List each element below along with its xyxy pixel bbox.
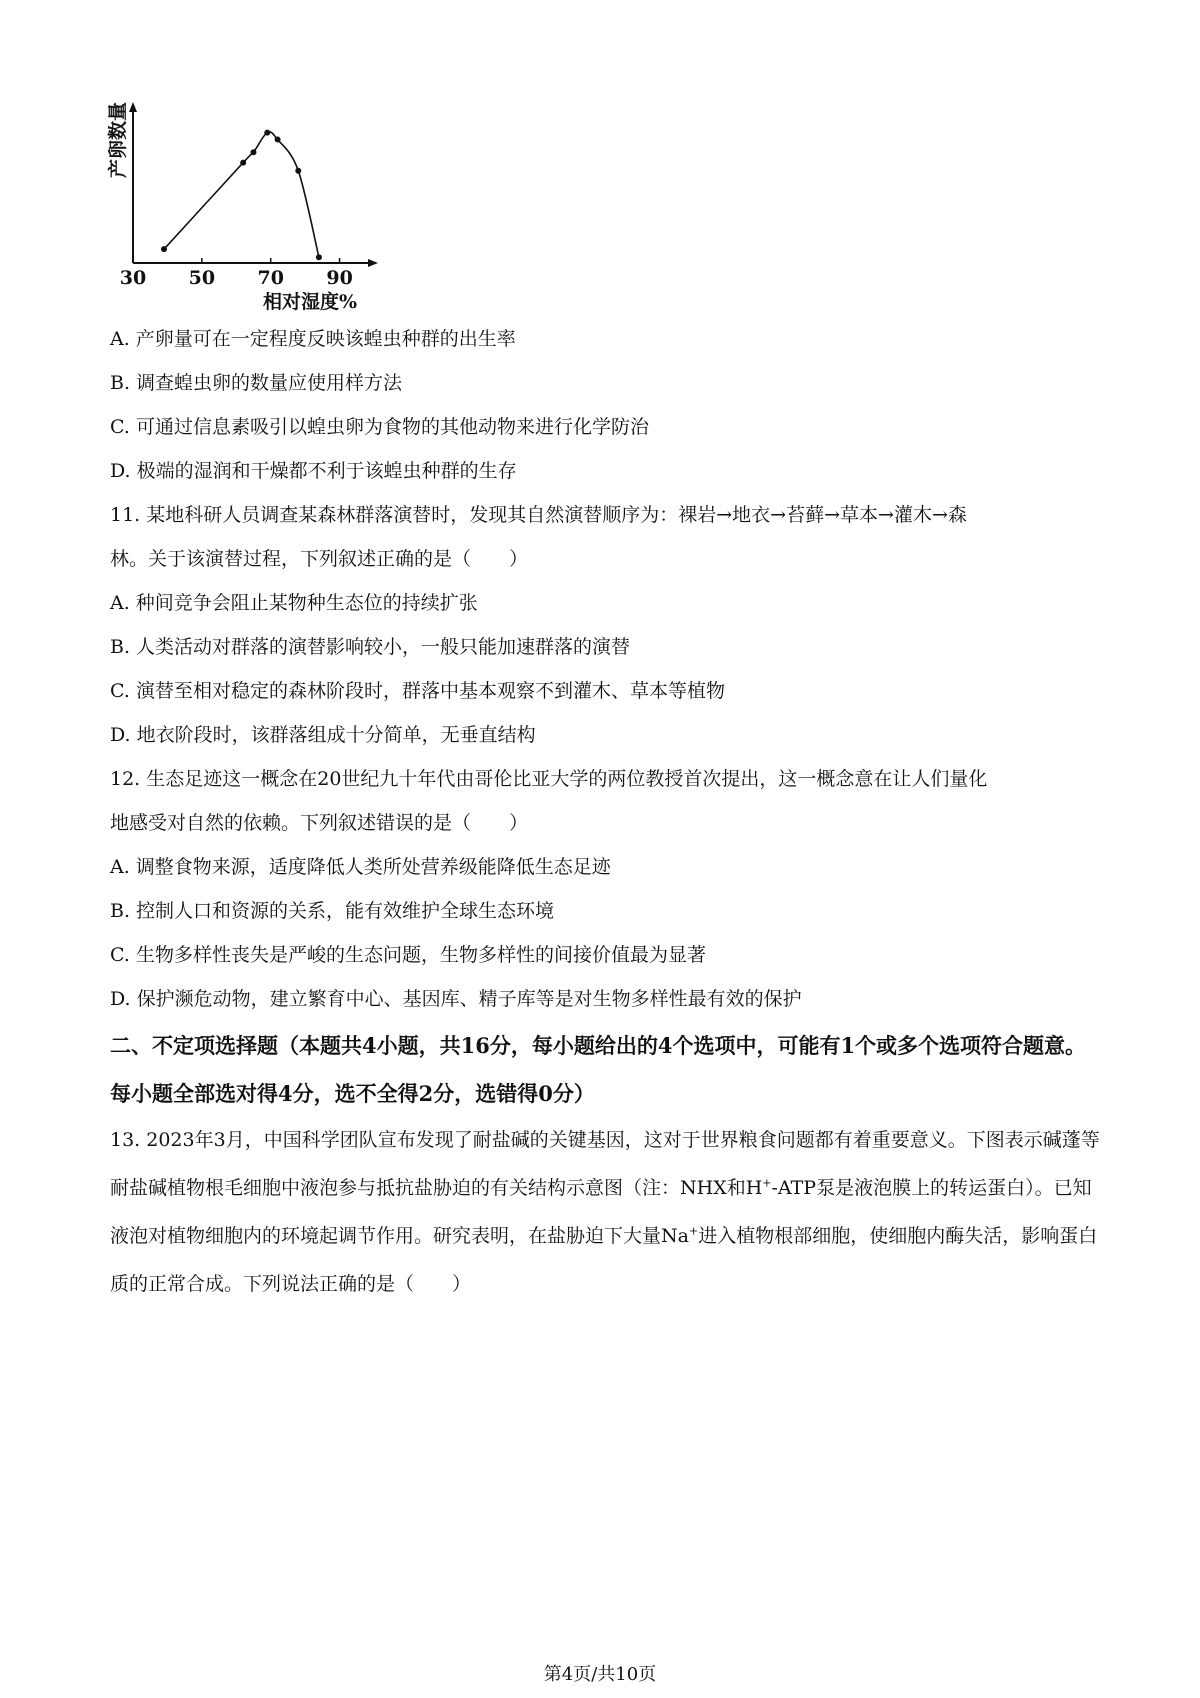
- data-point: [275, 137, 281, 143]
- data-point: [251, 149, 257, 155]
- data-point: [240, 160, 246, 166]
- series-curve: [164, 132, 319, 257]
- y-axis-label: 产卵数量: [107, 101, 129, 179]
- data-point: [295, 168, 301, 174]
- data-point: [316, 254, 322, 260]
- q12-option-b: B. 控制人口和资源的关系，能有效维护全球生态环境: [110, 900, 555, 922]
- x-tick-label: 30: [119, 267, 147, 289]
- x-tick-label: 90: [326, 267, 353, 289]
- egg-count-humidity-chart: [107, 98, 410, 318]
- q11-option-a: A. 种间竞争会阻止某物种生态位的持续扩张: [110, 592, 478, 614]
- page-footer: 第4页/共10页: [543, 1664, 657, 1685]
- q13-part1: 13. 2023年3月，中国科学团队宣布发现了耐盐碱的关键基因，这对于世界粮食问题都有着重要意义。下图表示碱蓬等耐盐碱植物根毛细胞中液泡参与抵抗盐胁迫的有关结构示意图（注：NHX和H: [110, 1129, 1100, 1199]
- chart-axes: [129, 102, 378, 267]
- q13-sup1: +: [762, 1176, 772, 1190]
- q10-option-c: C. 可通过信息素吸引以蝗虫卵为食物的其他动物来进行化学防治: [110, 416, 649, 438]
- q13-part2: -ATP泵是液泡膜上的转运蛋白）。已知液泡对植物细胞内的环境起调节作用。研究表明，在盐胁迫下大量Na: [110, 1177, 1092, 1247]
- q11-stem-line2: 林。关于该演替过程，下列叙述正确的是（ ）: [110, 548, 529, 570]
- x-axis-label: 相对湿度%: [262, 291, 358, 313]
- q10-option-d: D. 极端的湿润和干燥都不利于该蝗虫种群的生存: [110, 460, 517, 482]
- q11-option-b: B. 人类活动对群落的演替影响较小，一般只能加速群落的演替: [110, 636, 631, 658]
- q12-option-d: D. 保护濒危动物，建立繁育中心、基因库、精子库等是对生物多样性最有效的保护: [110, 988, 802, 1010]
- q11-option-c: C. 演替至相对稳定的森林阶段时，群落中基本观察不到灌木、草本等植物: [110, 680, 725, 702]
- q13-part3: 进入植物根部细胞，使细胞内酶失活，影响蛋白质的正常合成。下列说法正确的是（ ）: [110, 1225, 1098, 1295]
- x-tick-label: 70: [257, 267, 284, 289]
- q12-option-c: C. 生物多样性丧失是严峻的生态问题，生物多样性的间接价值最为显著: [110, 944, 706, 966]
- section-2-heading: 二、不定项选择题（本题共4小题，共16分，每小题给出的4个选项中，可能有1个或多个选项符合题意。每小题全部选对得4分，选不全得2分，选错得0分）: [110, 1033, 1087, 1106]
- data-point: [161, 246, 167, 252]
- q10-option-b: B. 调查蝗虫卵的数量应使用样方法: [110, 372, 403, 394]
- data-point: [264, 130, 270, 136]
- q10-option-a: A. 产卵量可在一定程度反映该蝗虫种群的出生率: [110, 328, 516, 350]
- q12-stem-line1: 12. 生态足迹这一概念在20世纪九十年代由哥伦比亚大学的两位教授首次提出，这一概念意在让人们量化: [110, 768, 988, 790]
- q11-option-d: D. 地衣阶段时，该群落组成十分简单，无垂直结构: [110, 724, 536, 746]
- x-tick-label: 50: [188, 267, 216, 289]
- q13-sup2: +: [688, 1224, 699, 1238]
- q13-stem: [110, 1116, 1100, 1308]
- q11-stem-line1: 11. 某地科研人员调查某森林群落演替时，发现其自然演替顺序为：裸岩→地衣→苔藓→草本→灌木→森: [110, 504, 967, 526]
- q12-stem-line2: 地感受对自然的依赖。下列叙述错误的是（ ）: [110, 812, 529, 834]
- q12-option-a: A. 调整食物来源，适度降低人类所处营养级能降低生态足迹: [110, 856, 611, 878]
